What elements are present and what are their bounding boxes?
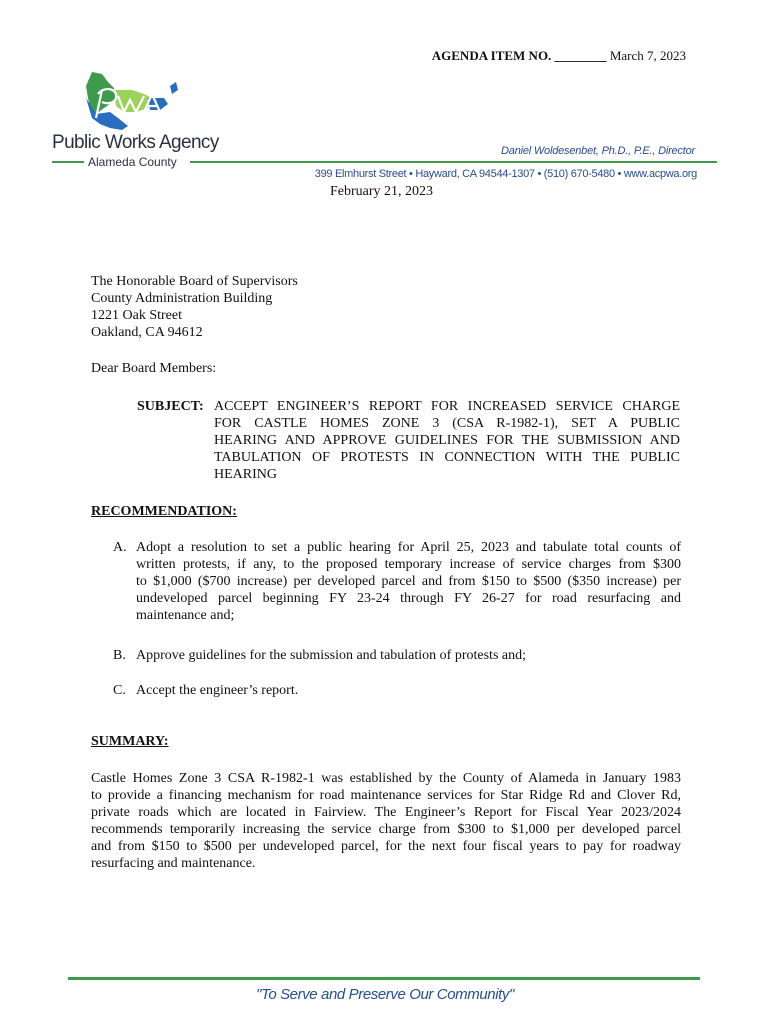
recommendation-line: to $1,000 ($700 increase) per developed parcel and from $150 to $500 ($350 increase) per: [136, 574, 681, 589]
summary-line: Castle Homes Zone 3 CSA R-1982-1 was established by the County of Alameda in January 1983: [91, 771, 681, 786]
recommendation-item-letter: A.: [113, 540, 127, 555]
summary-line: private roads which are located in Fairview. The Engineer’s Report for Fiscal Year 2023/2024: [91, 805, 681, 820]
agency-name: Public Works Agency: [52, 132, 219, 153]
director-name: Daniel Woldesenbet, Ph.D., P.E., Director: [501, 145, 695, 157]
subject-text: [214, 398, 680, 483]
subject-line: FOR CASTLE HOMES ZONE 3 (CSA R-1982-1), SET A PUBLIC: [214, 416, 680, 431]
summary-heading: [91, 733, 169, 750]
recommendation-item: [113, 682, 681, 702]
footer-rule: [68, 977, 700, 980]
subject-line: HEARING AND APPROVE GUIDELINES FOR THE SUBMISSION AND: [214, 433, 680, 448]
recommendation-line: Approve guidelines for the submission and tabulation of protests and;: [136, 648, 526, 663]
subject-line: TABULATION OF PROTESTS IN CONNECTION WITH THE PUBLIC: [214, 450, 680, 465]
summary-heading-colon: :: [163, 734, 169, 749]
subject-line: ACCEPT ENGINEER’S REPORT FOR INCREASED SERVICE CHARGE: [214, 399, 680, 414]
footer-motto: "To Serve and Preserve Our Community": [256, 986, 514, 1003]
recommendation-heading: [91, 503, 237, 520]
subject-label: SUBJECT:: [137, 399, 204, 414]
agency-address: 399 Elmhurst Street • Hayward, CA 94544-1307 • (510) 670-5480 • www.acpwa.org: [314, 168, 697, 180]
summary-line: to provide a financing mechanism for road maintenance services for Star Ridge Rd and Clover Rd,: [91, 788, 681, 803]
recommendation-item-letter: B.: [113, 648, 126, 663]
summary-line: resurfacing and maintenance.: [91, 856, 256, 871]
summary-line: recommends temporarily increasing the service charge from $300 to $1,000 per developed parcel: [91, 822, 681, 837]
recipient-address: [91, 273, 298, 341]
recipient-line: 1221 Oak Street: [91, 308, 182, 323]
pwa-logo-icon: [52, 68, 212, 168]
county-rule-left: [52, 161, 84, 163]
recipient-line: The Honorable Board of Supervisors: [91, 274, 298, 289]
agenda-line: [432, 47, 686, 64]
recommendation-heading-text: RECOMMENDATION: [91, 504, 233, 519]
recommendation-line: maintenance and;: [136, 608, 235, 623]
recommendation-line: Accept the engineer’s report.: [136, 683, 299, 698]
recommendation-line: written protests, if any, to the proposed temporary increase of service charges from $300: [136, 557, 681, 572]
pwa-logo-graphic: [52, 68, 212, 134]
summary-line: and from $150 to $500 per undeveloped parcel, for the next four fiscal years to pay for roadway: [91, 839, 681, 854]
county-name: Alameda County: [88, 155, 177, 169]
salutation: Dear Board Members:: [91, 361, 217, 376]
header-rule: [190, 161, 717, 163]
recommendation-item-body: [136, 539, 681, 624]
summary-heading-text: SUMMARY: [91, 734, 164, 749]
recommendation-line: undeveloped parcel beginning FY 23-24 through FY 26-27 for road resurfacing and: [136, 591, 681, 606]
recommendation-heading-colon: :: [232, 504, 237, 519]
subject-line: HEARING: [214, 467, 277, 482]
agenda-item-label: AGENDA ITEM NO. ________: [431, 48, 607, 63]
recipient-line: Oakland, CA 94612: [91, 325, 203, 340]
recommendation-line: Adopt a resolution to set a public hearing for April 25, 2023 and tabulate total counts of: [136, 540, 681, 555]
recipient-line: County Administration Building: [91, 291, 273, 306]
letter-date: February 21, 2023: [330, 184, 434, 199]
recommendation-item-body: [136, 647, 681, 664]
agenda-date: March 7, 2023: [609, 48, 686, 63]
recommendation-item-letter: C.: [113, 683, 126, 698]
recommendation-item: [113, 647, 681, 667]
recommendation-item-body: [136, 682, 681, 699]
recommendation-item: [113, 539, 681, 629]
summary-paragraph: [91, 770, 681, 872]
